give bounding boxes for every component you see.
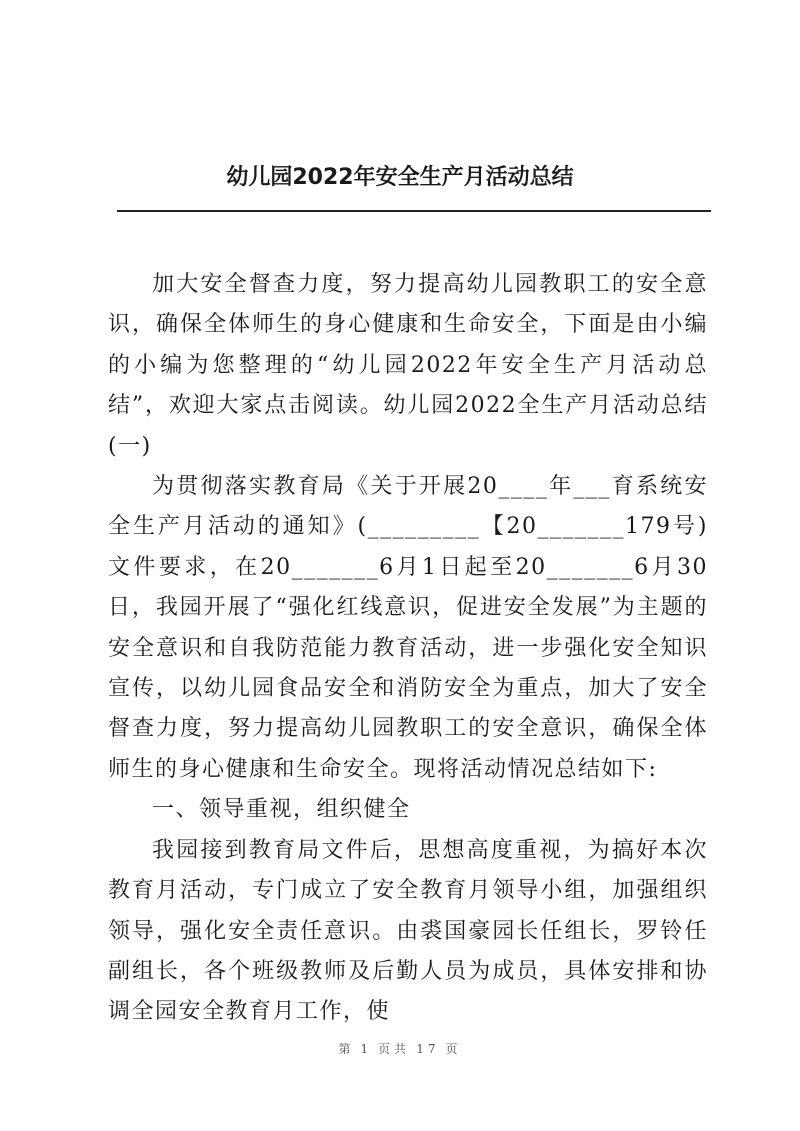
document-title: 幼儿园2022年安全生产月活动总结 xyxy=(226,165,574,190)
footer-suffix: 页 xyxy=(445,1042,462,1056)
page-total: 17 xyxy=(416,1042,440,1056)
paragraph-background: 为贯彻落实教育局《关于开展20____年___育系统安全生产月活动的通知》(_________【20_______179号)文件要求，在20_______6月1日起至20_______6月30日，我园开展了“强化红线意识，促进安全发展”为主题的安全意识和自我防范能力教育活动，进一步强化安全知识宣传，以幼儿园食品安全和消防安全为重点，加大了安全督查力度，努力提高幼儿园教职工的安全意识，确保全体师生的身心健康和生命安全。现将活动情况总结如下: xyxy=(108,474,708,782)
page-number: 1 xyxy=(360,1042,373,1056)
document-body xyxy=(108,265,708,1033)
footer-middle: 页共 xyxy=(378,1042,411,1056)
footer-prefix: 第 xyxy=(338,1042,355,1056)
page-footer xyxy=(0,1040,800,1057)
title-divider xyxy=(117,210,711,212)
paragraph-organization: 我园接到教育局文件后，思想高度重视，为搞好本次教育月活动，专门成立了安全教育月领导小组，加强组织领导，强化安全责任意识。由裘国豪园长任组长，罗铃任副组长，各个班级教师及后勤人员为成员，具体安排和协调全园安全教育月工作，使 xyxy=(108,837,708,1025)
paragraph-intro: 加大安全督查力度，努力提高幼儿园教职工的安全意识，确保全体师生的身心健康和生命安全，下面是由小编的小编为您整理的“幼儿园2022年安全生产月活动总结”，欢迎大家点击阅读。幼儿园2022全生产月活动总结(一) xyxy=(108,272,708,459)
section-heading: 一、领导重视，组织健全 xyxy=(152,797,411,823)
